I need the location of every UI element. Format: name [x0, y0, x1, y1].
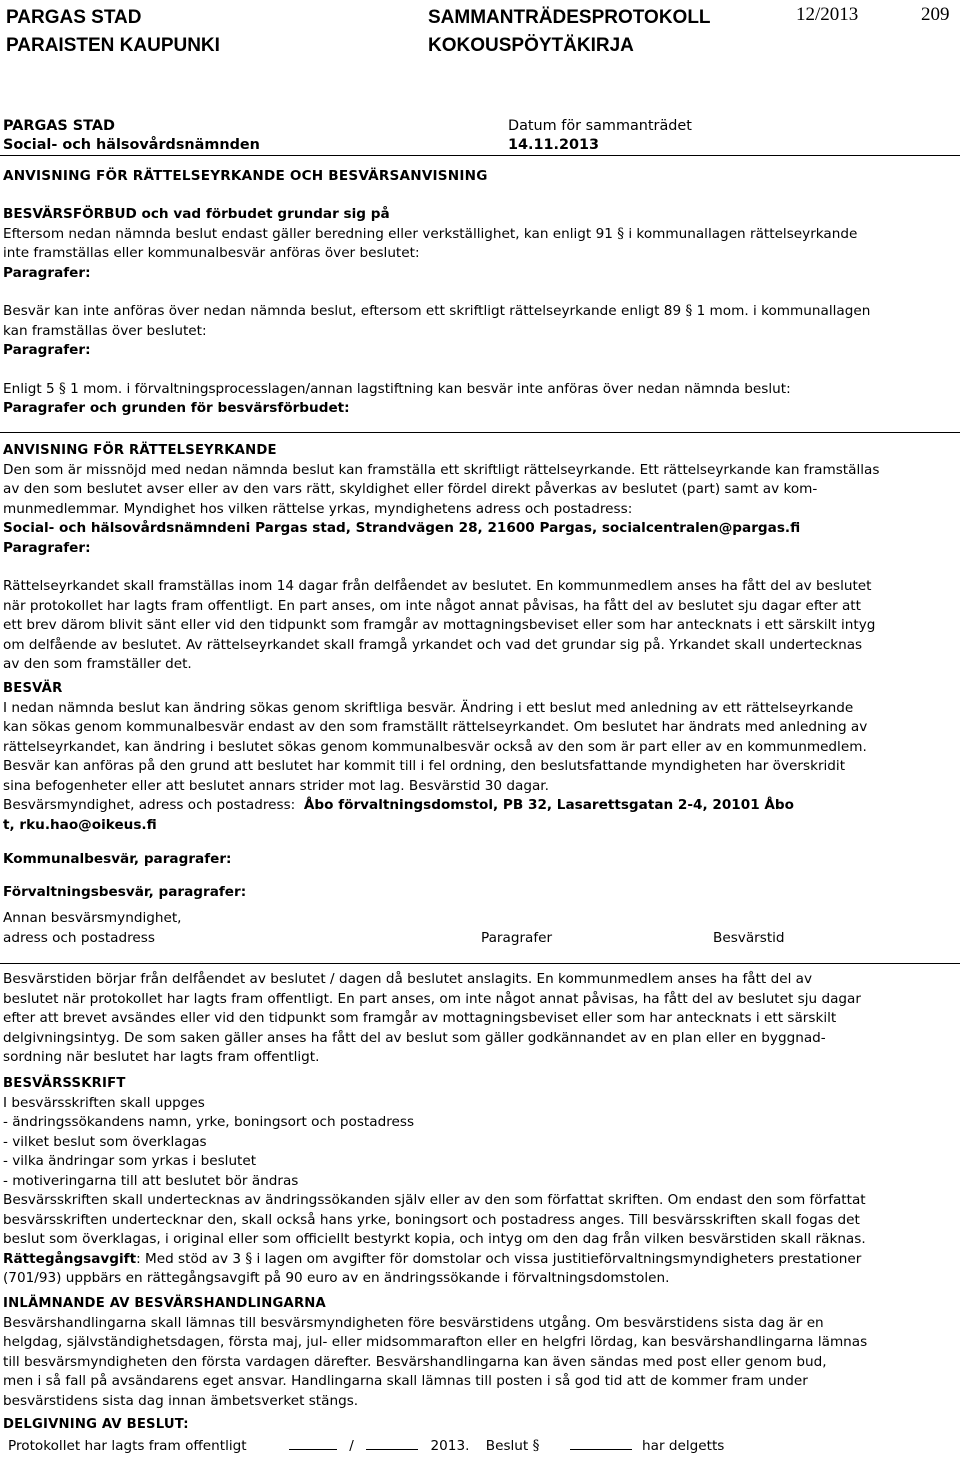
- issue-number: 12/2013: [796, 4, 859, 25]
- document-title: SAMMANTRÄDESPROTOKOLL KOKOUSPÖYTÄKIRJA: [428, 7, 711, 56]
- appeal-document-section: BESVÄRSSKRIFT I besvärsskriften skall uppges - ändringssökandens namn, yrke, boningsort och postadress - vilket beslut som överklagas - vilka ändringar som yrkas i beslutet - motiveringarna till att beslutet bör ändras Besvärsskriften skall undertecknas av ändringssökanden själv eller av den som författat skriften. Om endast den som författat besvärsskriften undertecknar den, skall också hans yrke, boningsort och postadress anges. Till besvärsskriften skall fogas det beslut som överklagas, i original eller som officiellt bestyrkt kopia, och intyg om den dag från vilken besvärstiden skall räknas. Rättegångsavgift: Med stöd av 3 § i lagen om avgifter för domstolar och vissa justitieförvaltningsmyndigheters prestationer (701/93) uppbärs en rättegångsavgift på 90 euro av en ändringssökande i förvaltningsdomstolen.: [3, 1074, 958, 1289]
- blank-section[interactable]: [570, 1437, 632, 1450]
- col-paragrafer: Paragrafer: [481, 930, 553, 946]
- blank-month[interactable]: [366, 1437, 418, 1450]
- appeal-document-heading: BESVÄRSSKRIFT: [3, 1076, 126, 1091]
- rectification-heading: ANVISNING FÖR RÄTTELSEYRKANDE: [3, 443, 277, 458]
- appeal-ban-heading: BESVÄRSFÖRBUD och vad förbudet grundar sig på: [3, 206, 390, 222]
- appeal-time-text: Besvärstiden börjar från delfåendet av beslutet / dagen då beslutet anslagits. En kommunmedlem anses ha fått del av beslutet när protokollet har lagts fram offentligt. En part anses, om inte något annat påvisas, ha fått del av beslutet sju dagar efter att brevet avsändes eller vid den tidpunkt som framgår av mottagningsbeviset eller som har antecknats i ett särskilt delgivningsintyg. De som saken gäller anses ha fått del av beslut som gäller godkännandet av en plan eller en byggnad- sordning när beslutet har lagts fram offentligt.: [3, 971, 861, 1065]
- divider: [0, 432, 960, 433]
- divider: [0, 155, 960, 156]
- blank-day[interactable]: [289, 1437, 337, 1450]
- page-header: [0, 0, 960, 60]
- notification-line: Protokollet har lagts fram offentligt / 2013. Beslut § har delgetts: [8, 1438, 725, 1454]
- submission-section: INLÄMNANDE AV BESVÄRSHANDLINGARNA Besvärshandlingarna skall lämnas till besvärsmyndigheten före besvärstidens utgång. Om besvärstidens sista dag är en helgdag, självständighetsdagen, första maj, jul- eller midsommarafton eller en helgfri lördag, kan besvärshandlingarna lämnas till besvärsmyndigheten den första vardagen därefter. Besvärshandlingarna kan även sändas med post eller genom bud, men i så fall på avsändarens eget ansvar. Handlingarna skall lämnas till posten i så god tid att de kommer fram under besvärstidens sista dag innan ämbetsverket stängs.: [3, 1294, 958, 1411]
- rectification-section: ANVISNING FÖR RÄTTELSEYRKANDE Den som är missnöjd med nedan nämnda beslut kan framställa ett skriftligt rättelseyrkande. Ett rättelseyrkande kan framställas av den som beslutet avser eller av den vars rätt, skyldighet eller fördel direkt påverkas av beslutet (part) samt av kom- munmedlemmar. Myndighet hos vilken rättelse yrkas, myndighetens adress och postadress: Social- och hälsovårdsnämndeni Pargas stad, Strandvägen 28, 21600 Pargas, socialcentralen@pargas.fi Paragrafer: Rättelseyrkandet skall framställas inom 14 dagar från delfåendet av beslutet. En kommunmedlem anses ha fått del av beslutet när protokollet har lagts fram offentligt. En part anses, om inte något annat påvisas, ha fått del av beslutet sju dagar efter att ett brev därom blivit sänt eller vid den tidpunkt som framgår av mottagningsbeviset eller som har antecknats i ett särskilt intyg om delfående av beslutet. Av rättelseyrkandet skall framgå yrkandet och vad det grundar sig på. Yrkandet skall undertecknas av den som framställer det.: [3, 441, 958, 675]
- appeal-section: BESVÄR I nedan nämnda beslut kan ändring sökas genom skriftliga besvär. Ändring i ett beslut med anledning av ett rättelseyrkande kan sökas genom kommunalbesvär endast av den som framställt rättelseyrkandet. Om beslutet har ändrats med anledning av rättelseyrkandet, kan ändring i beslutet sökas genom kommunalbesvär också av den som är part eller av en kommunmedlem. Besvär kan anföras på den grund att beslutet har kommit till i fel ordning, den beslutsfattande myndigheten har överskridit sina befogenheter eller att beslutet annars strider mot lag. Besvärstid 30 dagar. Besvärsmyndighet, adress och postadress: Åbo förvaltningsdomstol, PB 32, Lasarettsgatan 2-4, 20101 Åbo t, rku.hao@oikeus.fi Kommunalbesvär, paragrafer: Förvaltningsbesvär, paragrafer:: [3, 679, 958, 902]
- appeal-heading: BESVÄR: [3, 681, 63, 696]
- meta-left: PARGAS STAD Social- och hälsovårdsnämnden: [3, 118, 260, 153]
- meeting-date: 14.11.2013: [508, 137, 600, 153]
- meta-right: Datum för sammanträdet 14.11.2013: [508, 118, 692, 153]
- main-heading: ANVISNING FÖR RÄTTELSEYRKANDE OCH BESVÄRSANVISNING: [3, 168, 488, 184]
- notification-heading: DELGIVNING AV BESLUT:: [3, 1417, 189, 1432]
- submission-heading: INLÄMNANDE AV BESVÄRSHANDLINGARNA: [3, 1296, 326, 1311]
- col-besvarstid: Besvärstid: [713, 930, 785, 946]
- page-number: 209: [921, 4, 950, 25]
- divider: [0, 963, 960, 964]
- other-authority: Annan besvärsmyndighet, adress och postadress: [3, 910, 182, 946]
- appeal-ban-section: BESVÄRSFÖRBUD och vad förbudet grundar sig på Eftersom nedan nämnda beslut endast gäller beredning eller verkställighet, kan enligt 91 § i kommunallagen rättelseyrkande inte framställas eller kommunalbesvär anföras över beslutet: Paragrafer: Besvär kan inte anföras över nedan nämnda beslut, eftersom ett skriftligt rättelseyrkande enligt 89 § 1 mom. i kommunallagen kan framställas över beslutet: Paragrafer: Enligt 5 § 1 mom. i förvaltningsprocesslagen/annan lagstiftning kan besvär inte anföras över nedan nämnda beslut: Paragrafer och grunden för besvärsförbudet:: [3, 205, 955, 419]
- org-name: PARGAS STAD PARAISTEN KAUPUNKI: [6, 7, 220, 56]
